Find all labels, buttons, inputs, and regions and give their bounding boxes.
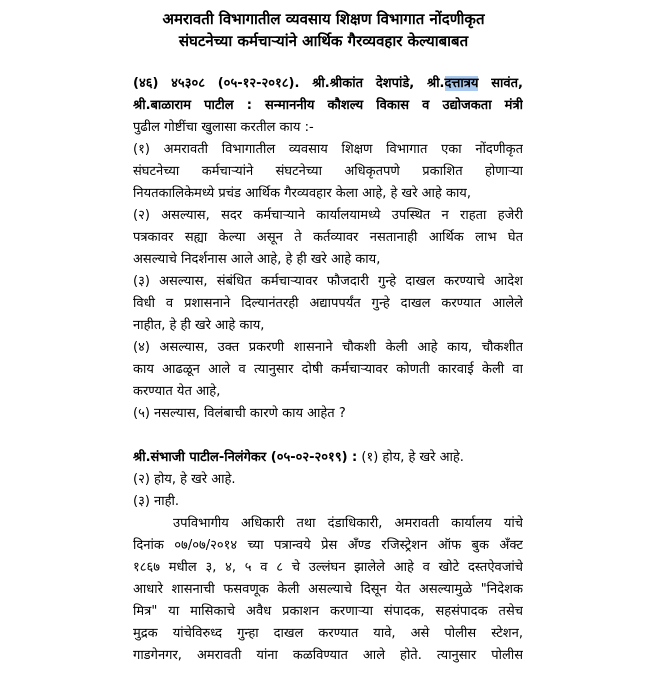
highlighted-name: दत्तात्रय [444,76,479,91]
answering-minister: श्री.संभाजी पाटील-निलंगेकर (०५-०२-२०१९) : [133,450,358,465]
question-part-5: (५) नसल्यास, विलंबाची कारणे काय आहेत ? [133,406,346,421]
question-part-1-line-2: संघटनेच्या कर्मचाऱ्यांने संघटनेच्या अधिकृतपणे प्रकाशित होणाऱ्या [133,164,523,179]
question-part-3-line-1: (३) असल्यास, संबंधित कर्मचाऱ्यावर फौजदारी गुन्हे दाखल करण्याचे आदेश [133,274,523,289]
question-intro: पुढील गोष्टींचा खुलासा करतील काय :- [133,120,314,135]
question-header-line-2 [133,97,523,115]
question-askers-line-2: श्री.बाळाराम पाटील : [133,98,252,113]
question-part-2-line-2: पत्रकावर सह्या केल्या असून ते कर्तव्यावर नसतानाही आर्थिक लाभ घेत [133,230,523,245]
question-askers-end: सावंत, [478,76,523,91]
question-askers: श्री.श्रीकांत देशपांडे, श्री. [312,76,445,91]
answer-3: (३) नाही. [133,494,180,509]
question-part-1-line-3: नियतकालिकेमध्ये प्रचंड आर्थिक गैरव्यवहार केला आहे, हे खरे आहे काय, [133,186,471,201]
answer-2: (२) होय, हे खरे आहे. [133,472,236,487]
question-part-3-line-2: विधी व प्रशासनाने दिल्यानंतरही अद्यापपर्यंत गुन्हे दाखल करण्यात आलेले [133,296,523,311]
answer-1: (१) होय, हे खरे आहे. [357,450,464,465]
answer-body-line-5: मित्र" या मासिकाचे अवैध प्रकाशन करणाऱ्या संपादक, सहसंपादक तसेच [133,604,523,619]
answer-body-line-3: १८६७ मधील ३, ४, ५ व ८ चे उल्लंघन झालेले आहे व खोटे दस्तऐवजांचे [133,560,523,575]
question-part-4-line-3: करण्यात येत आहे, [133,384,221,399]
question-header [133,75,523,93]
question-number: (४६) ४५३०८ (०५-१२-२०१८). [133,76,300,91]
addressed-minister: सन्माननीय कौशल्य विकास व उद्योजकता मंत्री [251,98,523,113]
heading-line-1: अमरावती विभागातील व्यवसाय शिक्षण विभागात नोंदणीकृत [162,10,485,28]
question-part-1-line-1: (१) अमरावती विभागातील व्यवसाय शिक्षण विभागात एका नोंदणीकृत [133,142,523,157]
question-part-4-line-1: (४) असल्यास, उक्त प्रकरणी शासनाने चौकशी केली आहे काय, चौकशीत [133,340,523,355]
question-part-3-line-3: नाहीत, हे ही खरे आहे काय, [133,318,265,333]
answer-body-line-7: गाडगेनगर, अमरावती यांना कळविण्यात आले होते. त्यानुसार पोलीस [133,648,523,663]
answer-header [133,449,523,467]
question-part-2-line-1: (२) असल्यास, सदर कर्मचाऱ्याने कार्यालयामध्ये उपस्थित न राहता हजेरी [133,208,523,223]
answer-body-line-1: उपविभागीय अधिकारी तथा दंडाधिकारी, अमरावती कार्यालय यांचे [173,516,523,531]
question-part-2-line-3: असल्याचे निदर्शनास आले आहे, हे ही खरे आहे काय, [133,252,381,267]
answer-body-line-2: दिनांक ०७/०७/२०१४ च्या पत्रान्वये प्रेस अँण्ड रजिस्ट्रेशन ऑफ बुक अँक्ट [133,538,523,553]
answer-body-line-4: आधारे शासनाची फसवणूक केली असल्याचे दिसून येत असल्यामुळे "निदेशक [133,582,523,597]
answer-body-line-6: मुद्रक यांचेविरुध्द गुन्हा दाखल करण्यात यावे, असे पोलीस स्टेशन, [133,626,523,641]
question-part-4-line-2: काय आढळून आले व त्यानुसार दोषी कर्मचाऱ्यावर कोणती कारवाई केली वा [133,362,523,377]
heading-line-2: संघटनेच्या कर्मचाऱ्यांने आर्थिक गैरव्यवहार केल्याबाबत [178,32,469,50]
